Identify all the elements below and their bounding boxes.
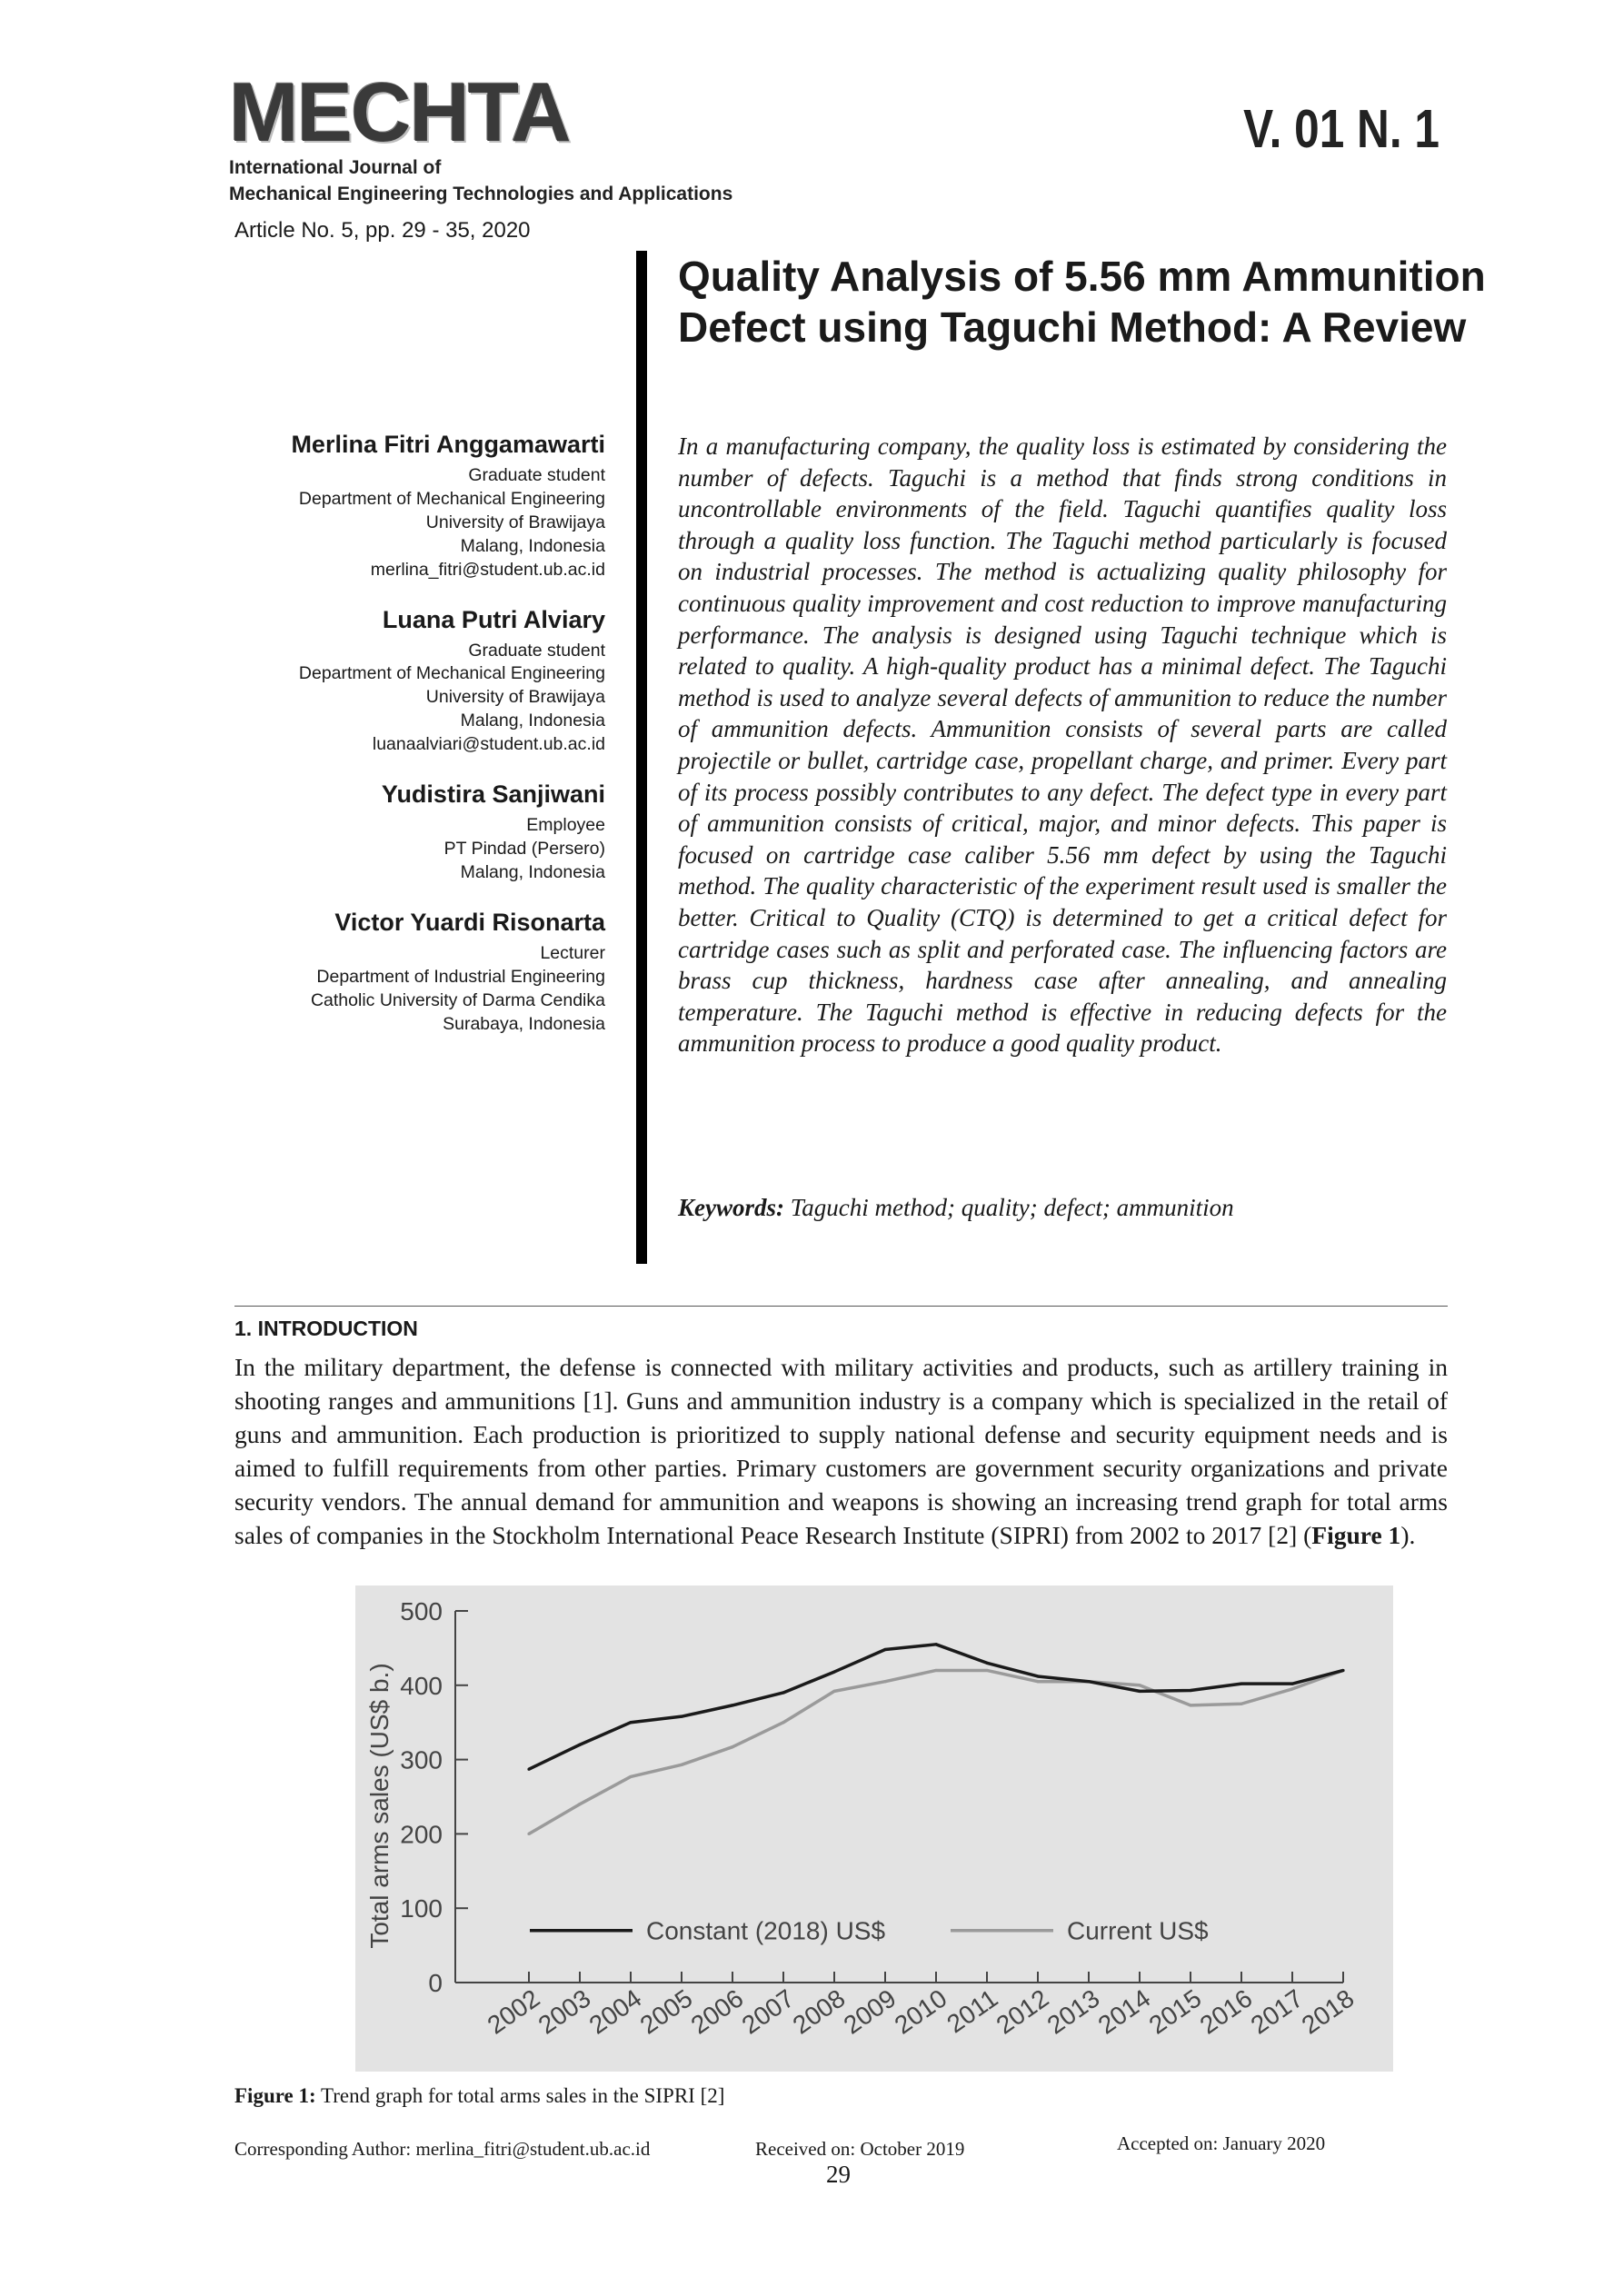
article-info: Article No. 5, pp. 29 - 35, 2020 [234, 218, 531, 243]
figure-caption [234, 2084, 724, 2108]
title-divider-bar [636, 251, 647, 1264]
x-tick-label: 2008 [787, 1983, 851, 2040]
logo-subtitle-line2: Mechanical Engineering Technologies and Applications [229, 184, 733, 204]
author-name: Merlina Fitri Anggamawarti [291, 431, 605, 458]
author-affiliation-line: Malang, Indonesia [460, 861, 605, 882]
series-point [1189, 1689, 1191, 1692]
footer-accepted-date: Accepted on: January 2020 [1117, 2132, 1326, 2154]
series-point [782, 1691, 784, 1694]
author-affiliation-line[interactable]: merlina_fitri@student.ub.ac.id [370, 559, 605, 580]
section-heading-introduction: 1. INTRODUCTION [234, 1317, 418, 1340]
series-point [1290, 1683, 1293, 1685]
author-affiliation-line: University of Brawijaya [425, 512, 605, 532]
author-block [200, 429, 605, 582]
author-affiliation-line: PT Pindad (Persero) [443, 838, 605, 859]
author-list [200, 429, 605, 1058]
figure-caption-text: Trend graph for total arms sales in the SIPRI [2] [321, 2084, 725, 2107]
page-number: 29 [826, 2161, 851, 2188]
volume-number: V. 01 N. 1 [1243, 99, 1440, 159]
series-point [782, 1721, 784, 1724]
y-axis-label: Total arms sales (US$ b.) [365, 1663, 394, 1949]
logo-subtitle-line1: International Journal of [229, 157, 442, 178]
series-point [832, 1690, 835, 1693]
author-affiliation-line: Graduate student [468, 640, 605, 661]
footer-corresponding-author: Corresponding Author: merlina_fitri@student.ub.ac.id [234, 2138, 651, 2160]
author-affiliation-line: Lecturer [540, 942, 605, 963]
author-affiliation-line: Malang, Indonesia [460, 535, 605, 556]
series-point [1240, 1683, 1242, 1685]
series-point [1036, 1680, 1039, 1683]
series-point [680, 1715, 682, 1718]
y-tick-label: 100 [400, 1894, 443, 1923]
legend-label: Current US$ [1067, 1916, 1209, 1945]
introduction-paragraph [234, 1350, 1448, 1552]
series-point [578, 1803, 581, 1805]
figure-caption-label: Figure 1: [234, 2084, 316, 2107]
author-affiliation-line: Surabaya, Indonesia [443, 1013, 605, 1034]
figure-reference[interactable]: Figure 1 [1311, 1521, 1401, 1549]
author-block [200, 907, 605, 1037]
x-tick-label: 2004 [583, 1983, 647, 2040]
author-affiliation-line[interactable]: luanaalviari@student.ub.ac.id [372, 734, 605, 755]
series-line [529, 1645, 1343, 1769]
x-tick-label: 2002 [482, 1983, 545, 2040]
series-point [731, 1745, 733, 1748]
series-line [529, 1670, 1343, 1834]
series-point [1290, 1687, 1293, 1690]
author-affiliation-line: Catholic University of Darma Cendika [310, 989, 605, 1010]
intro-text-end: ). [1400, 1521, 1416, 1549]
series-point [934, 1669, 937, 1672]
x-tick-label: 2006 [685, 1983, 749, 2040]
series-point [527, 1833, 530, 1835]
x-tick-label: 2003 [533, 1983, 596, 2040]
x-tick-label: 2011 [942, 1983, 1003, 2039]
y-tick-label: 0 [428, 1969, 443, 1997]
series-point [527, 1768, 530, 1771]
series-point [1341, 1669, 1344, 1672]
series-point [985, 1669, 988, 1672]
footer-received-date: Received on: October 2019 [755, 2138, 965, 2160]
keywords [678, 1194, 1234, 1222]
legend-label: Constant (2018) US$ [646, 1916, 886, 1945]
x-tick-label: 2009 [838, 1983, 902, 2040]
series-point [883, 1648, 886, 1651]
intro-text: In the military department, the defense is connected with military activities and products, such as artillery training in shooting ranges and ammunitions [1]. Guns and ammunition industry is a company which is specialized in the retail of guns and ammunition. Each production is prioritized to supply national defense and security equipment needs and is aimed to fulfill requirements from other parties. Primary customers are government security organizations and private security vendors. The annual demand for ammunition and weapons is showing an increasing trend graph for total arms sales of companies in the Stockholm International Peace Research Institute (SIPRI) from 2002 to 2017 [2] ( [234, 1353, 1448, 1549]
series-point [1138, 1690, 1141, 1693]
author-block [200, 779, 605, 885]
author-affiliation-line: University of Brawijaya [425, 687, 605, 708]
series-point [629, 1775, 632, 1778]
y-tick-label: 500 [400, 1597, 443, 1625]
keywords-label: Keywords: [678, 1194, 784, 1221]
series-point [1138, 1684, 1141, 1686]
series-point [1240, 1703, 1242, 1705]
x-tick-label: 2005 [634, 1983, 698, 2040]
series-point [883, 1680, 886, 1683]
section-divider [234, 1306, 1448, 1307]
author-name: Victor Yuardi Risonarta [334, 908, 605, 936]
author-name: Yudistira Sanjiwani [381, 780, 605, 809]
x-tick-label: 2018 [1296, 1983, 1360, 2040]
x-tick-label: 2015 [1143, 1983, 1207, 2040]
author-affiliation-line: Employee [526, 815, 605, 836]
figure-1-chart [355, 1585, 1393, 2072]
x-tick-label: 2007 [736, 1983, 800, 2040]
series-point [578, 1744, 581, 1746]
series-point [731, 1704, 733, 1706]
author-affiliation-line: Department of Mechanical Engineering [298, 663, 605, 684]
author-affiliation-line: Graduate student [468, 465, 605, 485]
y-tick-label: 300 [400, 1745, 443, 1774]
abstract: In a manufacturing company, the quality loss is estimated by considering the number of defects. Taguchi is a method that finds strong conditions in uncontrollable environments of the field. Taguchi quantifies quality loss through a quality loss function. The Taguchi method particularly is focused on industrial processes. The method is actualizing quality philosophy for continuous quality improvement and cost reduction to improve manufacturing performance. The analysis is designed using Taguchi technique which is related to quality. A high-quality product has a minimal defect. The Taguchi method is used to analyze several defects of ammunition to reduce the number of ammunition defects. Ammunition consists of several parts are called projectile or bullet, cartridge case, propellant charge, and primer. Every part of its process possibly contributes to any defect. The defect type in every part of ammunition consists of critical, major, and minor defects. This paper is focused on cartridge case caliber 5.56 mm defect by using the Taguchi method. The quality characteristic of the experiment result used is smaller the better. Critical to Quality (CTQ) is determined to get a critical defect for cartridge cases such as split and perforated case. The influencing factors are brass cup thickness, hardness case after annealing, and annealing temperature. The Taguchi method is effective in reducing defects for the ammunition process to produce a good quality product. [678, 432, 1447, 1058]
author-block [200, 604, 605, 758]
x-tick-label: 2016 [1194, 1983, 1258, 2040]
author-affiliation-line: Department of Mechanical Engineering [298, 488, 605, 509]
x-tick-label: 2012 [991, 1983, 1054, 2040]
author-affiliation-line: Malang, Indonesia [460, 711, 605, 731]
series-point [832, 1670, 835, 1673]
journal-logo [229, 66, 733, 207]
series-point [1189, 1704, 1191, 1706]
x-tick-label: 2017 [1245, 1983, 1309, 2040]
author-affiliation-line: Department of Industrial Engineering [316, 966, 605, 987]
author-name: Luana Putri Alviary [382, 605, 605, 633]
line-chart [355, 1585, 1393, 2072]
keywords-text: Taguchi method; quality; defect; ammunition [790, 1194, 1234, 1221]
paper-title: Quality Analysis of 5.56 mm Ammunition Defect using Taguchi Method: A Review [678, 253, 1486, 351]
x-tick-label: 2014 [1092, 1983, 1156, 2040]
series-point [1036, 1675, 1039, 1677]
series-point [680, 1764, 682, 1766]
y-tick-label: 400 [400, 1671, 443, 1700]
x-tick-label: 2010 [889, 1983, 952, 2040]
x-tick-label: 2013 [1041, 1983, 1105, 2040]
series-point [629, 1721, 632, 1724]
logo-wordmark: MECHTA [229, 66, 570, 159]
series-point [985, 1662, 988, 1665]
series-point [1087, 1680, 1090, 1683]
series-point [934, 1643, 937, 1645]
y-tick-label: 200 [400, 1820, 443, 1849]
